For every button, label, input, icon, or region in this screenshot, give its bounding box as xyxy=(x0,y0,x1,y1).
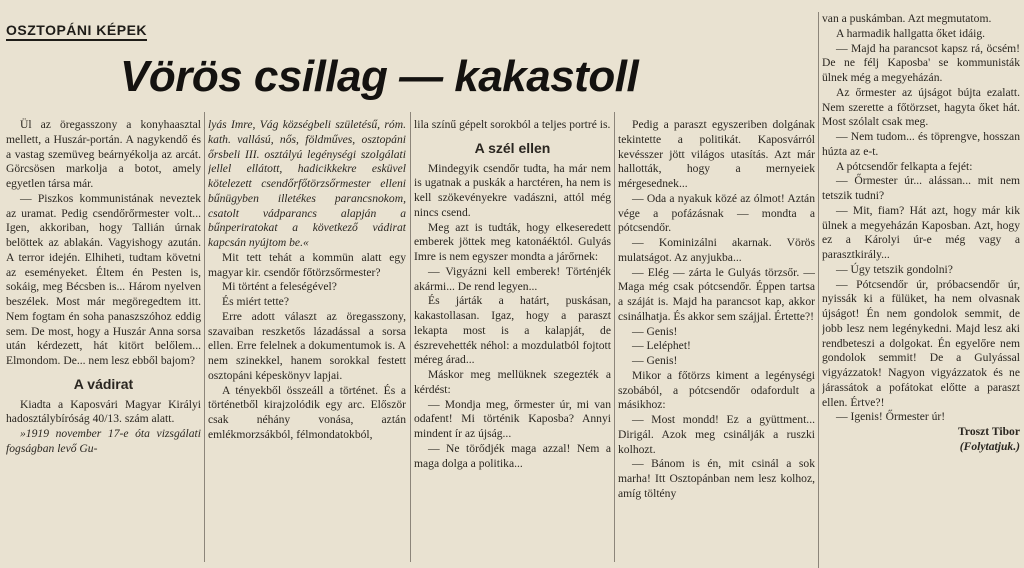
paragraph: Pedig a paraszt egyszeriben dolgának tekintette a politikát. Kaposvárról kevésszer jött világos utasítás. Azt már hallották, hogy a mernyeiek mérgesednek... xyxy=(618,118,815,190)
paragraph: Ül az öregasszony a konyhaasztal mellett, a Huszár-portán. A nagykendő és a vastag szemüveg beárnyékolja az arcát. Görcsösen markolja a botot, amely egyetlen társa már. xyxy=(6,118,201,190)
paragraph: — Elég — zárta le Gulyás törzsőr. — Maga még csak pótcsendőr. Éppen tartsa a száját is. Majd ha parancsot kap, akkor csinálhatja. És akkor sem szájjal. Értette?! xyxy=(618,265,815,323)
paragraph: — Vigyázni kell emberek! Történjék akármi... De rend legyen... xyxy=(414,264,611,293)
paragraph: — Ne törődjék maga azzal! Nem a maga dolga a politika... xyxy=(414,441,611,470)
subheading: A szél ellen xyxy=(474,139,551,156)
paragraph: — Nem tudom... és töprengve, hosszan húzta az e-t. xyxy=(822,130,1020,158)
article-headline: Vörös csillag — kakastoll xyxy=(120,52,639,101)
paragraph: Mindegyik csendőr tudta, ha már nem is ugatnak a puskák a harctéren, ha nem is kell szökevényekre vadászni, attól még nincs csend. xyxy=(414,161,611,219)
column-divider xyxy=(614,112,615,562)
paragraph: — Leléphet! xyxy=(632,339,691,353)
column-divider xyxy=(410,112,411,562)
paragraph: — Mondja meg, őrmester úr, mi van odafent! Mi történik Kaposba? Annyi mindent ír az újság... xyxy=(414,397,611,440)
paragraph: Erre adott választ az öregasszony, szavaiban reszketős lázadással a sorsa ellen. Erre felelnek a dokumentumok is. A nem szinekkel, hanem sorokkal festett osztopáni képeskönyv lapjai. xyxy=(208,309,406,382)
subheading: A vádirat xyxy=(73,375,134,392)
paragraph: — Bánom is én, mit csinál a sok marha! Itt Osztopánban nem lesz kolhoz, amíg töltény xyxy=(618,457,815,500)
column-divider xyxy=(204,112,205,562)
paragraph: lyás Imre, Vág községbeli születésű, róm. kath. vallású, nős, földműves, osztopáni őrsbeli III. osztályú legénységi szolgálati jellel ellátott, hadicikkekre esküvel kötelezett csendőrfőtörzsőrmester elleni bűnügyben illetékes parancsnokom, csatolt vádparancs alapján a bűnperiratokat a következő vádirat kapcsán nyújtom be.« xyxy=(208,118,406,249)
paragraph: — Pótcsendőr úr, próbacsendőr úr, nyissák ki a fülüket, ha nem olvasnak újságot! Én nem gondolok semmit, de jobb lesz nem legénykedni. Majd lesz aki rendbeteszi a dolgokat. Én egyelőre nem gondolok semmit! De a Gulyással vigyázzatok! Nagyon vigyázzatok és ne járassátok a pofátokat előtte a paraszt ellen. Értve?! xyxy=(822,277,1020,409)
paragraph: A pótcsendőr felkapta a fejét: xyxy=(836,159,973,173)
paragraph: — Mit, fiam? Hát azt, hogy már kik ülnek a megyeházán Kaposban. Azt, hogy ez a Károlyi úr-e még vagy a parasztkirály... xyxy=(822,203,1020,261)
paragraph: — Majd ha parancsot kapsz rá, öcsém! De ne félj Kaposba' se kommunisták ülnek még a megyeházán. xyxy=(822,41,1020,84)
paragraph: És miért tette? xyxy=(222,295,289,308)
paragraph: Mikor a főtörzs kiment a legénységi szobából, a pótcsendőr odafordult a másikhoz: xyxy=(618,368,815,412)
paragraph: lila színű gépelt sorokból a teljes portré is. xyxy=(414,118,611,131)
paragraph: — Úgy tetszik gondolni? xyxy=(836,262,953,276)
paragraph: És járták a határt, puskásan, kakastollasan. Igaz, hogy a paraszt lekapta most is a kalapját, de észrevehették néhol: a mozdulatból fojtott méreg árad... xyxy=(414,294,611,367)
paragraph: Kiadta a Kaposvári Magyar Királyi hadosztálybíróság 40/13. szám alatt. xyxy=(6,397,201,426)
author-signature: Troszt Tibor xyxy=(958,425,1020,438)
paragraph: Az őrmester az újságot bújta ezalatt. Nem szerette a főtörzset, hagyta őket hát. Most szólalt csak meg. xyxy=(822,85,1020,129)
text-column-4 xyxy=(618,118,815,568)
paragraph: A harmadik hallgatta őket idáig. xyxy=(836,26,986,40)
paragraph: — Őrmester úr... alássan... mit nem tetszik tudni? xyxy=(822,174,1020,202)
paragraph: — Kominizálni akarnak. Vörös mulatságot. Az anyjukba... xyxy=(618,236,815,264)
text-column-3 xyxy=(414,118,611,568)
paragraph: Mit tett tehát a kommün alatt egy magyar kir. csendőr főtörzsőrmester? xyxy=(208,250,406,279)
paragraph: van a puskámban. Azt megmutatom. xyxy=(822,12,992,25)
paragraph: »1919 november 17-e óta vizsgálati fogságban levő Gu- xyxy=(6,427,201,455)
text-column-5 xyxy=(822,12,1020,568)
paragraph: Máskor meg mellüknek szegezték a kérdést: xyxy=(414,368,611,396)
paragraph: A tényekből összeáll a történet. És a történetből kirajzolódik egy arc. Először csak néhány vonása, aztán emlékmorzsákból, félmondatokból, xyxy=(208,383,406,441)
paragraph: — Igenis! Őrmester úr! xyxy=(836,410,946,424)
paragraph: Mi történt a feleségével? xyxy=(222,280,337,294)
paragraph: Meg azt is tudták, hogy elkeseredett emberek jöttek meg katonáéktól. Gulyás Imre is nem egyszer mondta a járőrnek: xyxy=(414,220,611,263)
paragraph: — Piszkos kommunistának neveztek az uramat. Pedig csendőrőrmester volt... Igen, akkoriban, hogy Tallián úrnak belöttek az ablakán. Vagyishogy azután. A terror idején. Elhiheti, tudtam követni az eseményeket. Éltem én Pesten is, sokáig, meg Bécsben is... Három nyelven beszélek. Most már megöregedtem itt. Nem fogtam én soha panaszszóhoz eddig sem. De most, hogy a Huszár Anna sorsa után kérdezett, hát kitört belőlem... Elmondom. De... nem lesz ebből bajom? xyxy=(6,191,201,367)
text-column-1 xyxy=(6,118,201,563)
paragraph: — Most mondd! Ez a gyüttment... Dirigál. Azok meg csinálják a ruszki kolhozt. xyxy=(618,413,815,456)
continuation-note: (Folytatjuk.) xyxy=(959,439,1020,453)
text-column-2 xyxy=(208,118,406,568)
paragraph: — Genis! xyxy=(632,324,678,338)
section-kicker: OSZTOPÁNI KÉPEK xyxy=(6,22,147,41)
column-divider xyxy=(818,12,819,568)
paragraph: — Genis! xyxy=(632,354,678,367)
paragraph: — Oda a nyakuk közé az ólmot! Aztán vége a pofázásnak — mondta a pótcsendőr. xyxy=(618,191,815,235)
